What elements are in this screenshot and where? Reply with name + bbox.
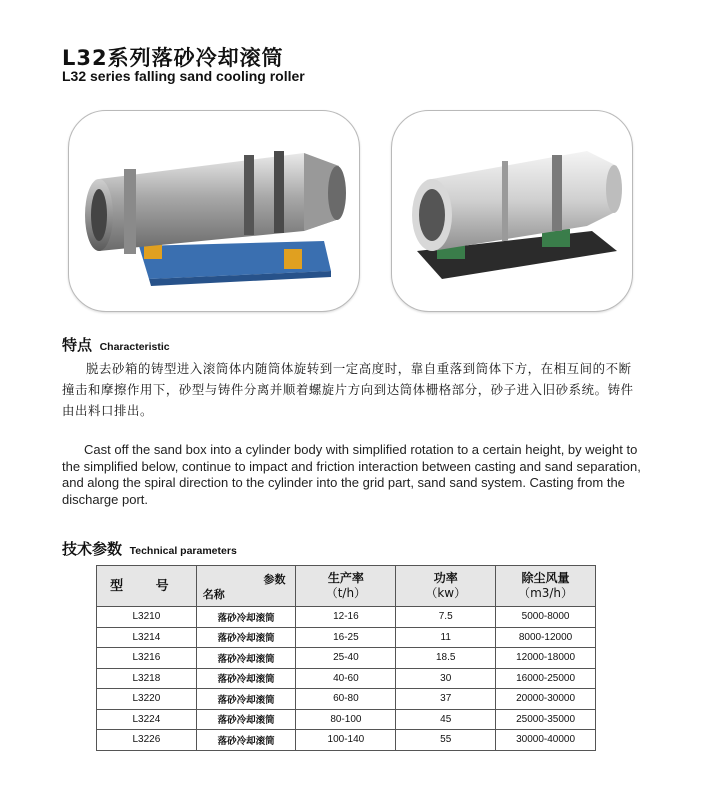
technical-heading <box>62 538 237 559</box>
cell-capacity: 60-80 <box>296 689 396 710</box>
cell-power: 18.5 <box>396 648 496 669</box>
cell-model: L3210 <box>97 607 197 628</box>
cell-model: L3224 <box>97 709 197 730</box>
cell-power: 11 <box>396 627 496 648</box>
header-params: 参数 <box>263 573 286 586</box>
header-model: 型 号 <box>97 566 197 607</box>
cell-name: 落砂冷却滚筒 <box>196 627 296 648</box>
table-row <box>97 648 596 669</box>
cell-capacity: 80-100 <box>296 709 396 730</box>
header-power: 功率 （kw） <box>396 566 496 607</box>
cell-model: L3220 <box>97 689 197 710</box>
table-row <box>97 668 596 689</box>
table-row <box>97 709 596 730</box>
cell-power: 7.5 <box>396 607 496 628</box>
table-row <box>97 730 596 751</box>
page-subtitle: L32 series falling sand cooling roller <box>62 68 305 84</box>
table-header-row <box>97 566 596 607</box>
header-dust: 除尘风量 （m3/h） <box>496 566 596 607</box>
cell-power: 30 <box>396 668 496 689</box>
product-photo-2 <box>391 110 633 312</box>
cell-dust: 16000-25000 <box>496 668 596 689</box>
cell-model: L3214 <box>97 627 197 648</box>
cell-dust: 20000-30000 <box>496 689 596 710</box>
cell-dust: 25000-35000 <box>496 709 596 730</box>
header-params-name <box>196 566 296 607</box>
technical-parameters-table <box>96 565 596 751</box>
product-photo-1 <box>68 110 360 312</box>
cell-name: 落砂冷却滚筒 <box>196 709 296 730</box>
technical-heading-en: Technical parameters <box>129 545 237 557</box>
table-row <box>97 689 596 710</box>
cell-capacity: 16-25 <box>296 627 396 648</box>
cell-dust: 8000-12000 <box>496 627 596 648</box>
cell-model: L3226 <box>97 730 197 751</box>
characteristic-heading-cn: 特点 <box>62 336 93 354</box>
cell-capacity: 12-16 <box>296 607 396 628</box>
characteristic-heading-en: Characteristic <box>99 341 170 353</box>
page-title: L32系列落砂冷却滚筒 <box>62 46 284 70</box>
cell-power: 45 <box>396 709 496 730</box>
cell-dust: 30000-40000 <box>496 730 596 751</box>
header-capacity: 生产率 （t/h） <box>296 566 396 607</box>
table-row <box>97 627 596 648</box>
header-name: 名称 <box>202 588 225 601</box>
cell-name: 落砂冷却滚筒 <box>196 648 296 669</box>
characteristic-heading <box>62 334 170 355</box>
cell-power: 55 <box>396 730 496 751</box>
cell-dust: 5000-8000 <box>496 607 596 628</box>
cell-capacity: 25-40 <box>296 648 396 669</box>
table-row <box>97 607 596 628</box>
cell-name: 落砂冷却滚筒 <box>196 607 296 628</box>
cell-name: 落砂冷却滚筒 <box>196 730 296 751</box>
cell-name: 落砂冷却滚筒 <box>196 668 296 689</box>
cell-dust: 12000-18000 <box>496 648 596 669</box>
cell-capacity: 40-60 <box>296 668 396 689</box>
cell-name: 落砂冷却滚筒 <box>196 689 296 710</box>
characteristic-text-en: Cast off the sand box into a cylinder body with simplified rotation to a certain height, by weight to the simplified below, continue to impact and friction interaction between casting and sand separation, and along the spiral direction to the cylinder into the grid part, sand sand system. Casting from the discharge port. <box>62 442 641 507</box>
cell-capacity: 100-140 <box>296 730 396 751</box>
cell-model: L3216 <box>97 648 197 669</box>
cell-model: L3218 <box>97 668 197 689</box>
cell-power: 37 <box>396 689 496 710</box>
technical-heading-cn: 技术参数 <box>62 540 123 558</box>
characteristic-text-cn: 脱去砂箱的铸型进入滚筒体内随筒体旋转到一定高度时，靠自重落到筒体下方，在相互间的不断撞击和摩擦作用下，砂型与铸件分离并顺着螺旋片方向到达筒体栅格部分，砂子进入旧砂系统。铸件由出料口排出。 <box>62 361 634 418</box>
